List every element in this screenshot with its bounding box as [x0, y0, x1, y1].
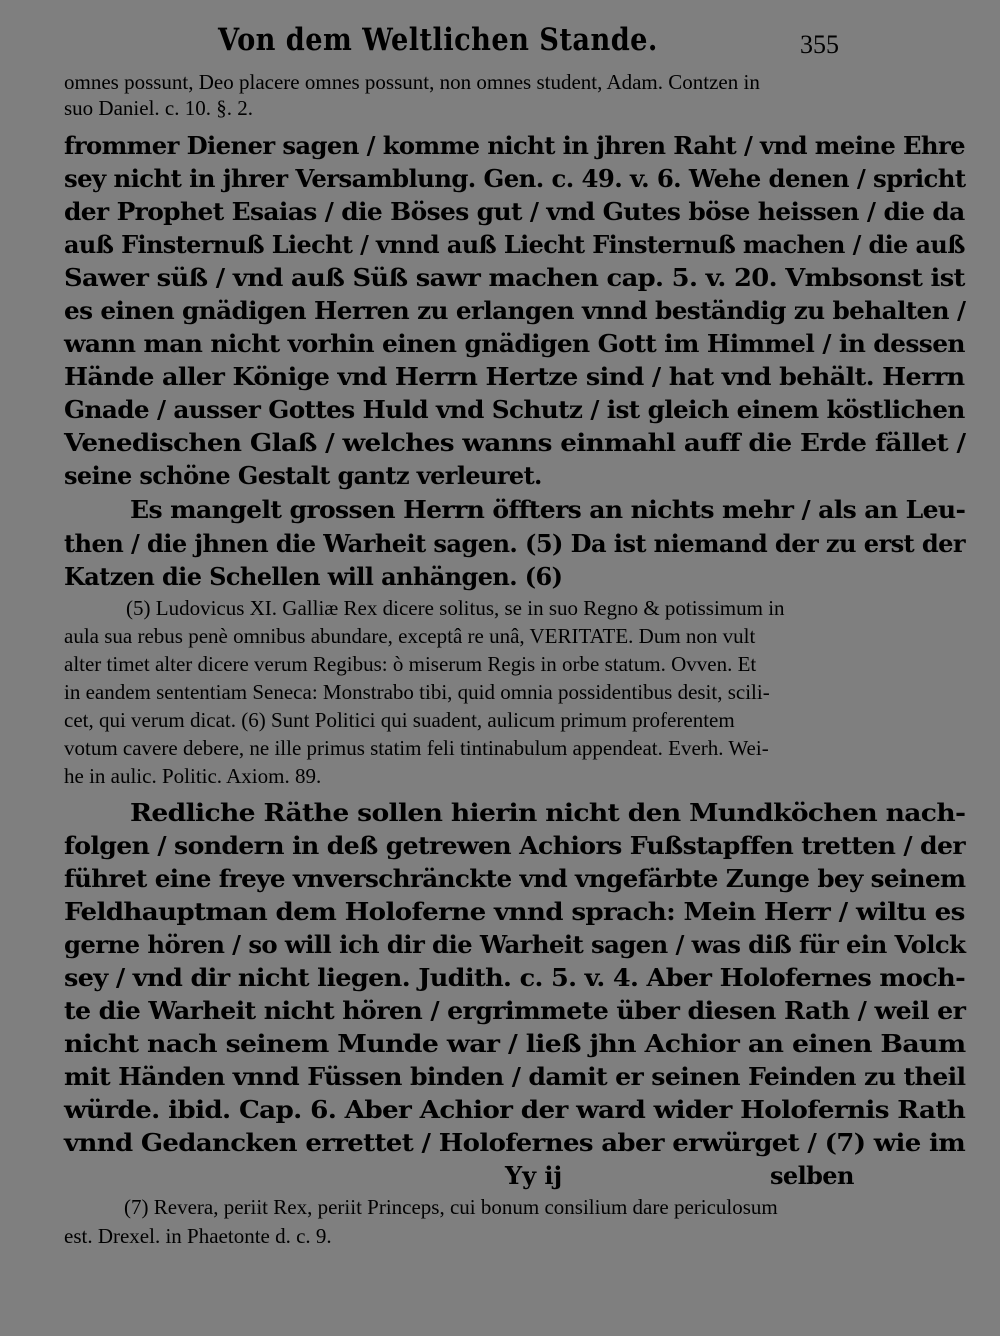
- text-line: Feldhauptman dem Holoferne vnnd sprach: Mein Herr / wiltu es: [64, 897, 965, 926]
- footnote-line: aula sua rebus penè omnibus abundare, exceptâ re unâ, VERITATE. Dum non vult: [64, 624, 756, 648]
- footnote-line: he in aulic. Politic. Axiom. 89.: [64, 764, 322, 788]
- text-line: führet eine freye vnverschränckte vnd vngefärbte Zunge bey seinem: [64, 864, 966, 893]
- text-line: auß Finsternuß Liecht / vnnd auß Liecht Finsternuß machen / die auß: [64, 230, 965, 259]
- text-line: würde. ibid. Cap. 6. Aber Achior der ward wider Holofernis Rath: [64, 1095, 966, 1124]
- text-line: seine schöne Gestalt gantz verleuret.: [64, 461, 542, 490]
- text-line: te die Warheit nicht hören / ergrimmete über diesen Rath / weil er: [64, 996, 966, 1025]
- text-line: then / die jhnen die Warheit sagen. (5) Da ist niemand der zu erst der: [64, 529, 966, 558]
- text-line: Sawer süß / vnd auß Süß sawr machen cap. 5. v. 20. Vmbsonst ist: [64, 263, 965, 292]
- footnote-line: votum cavere debere, ne ille primus statim feli tintinabulum appendeat. Everh. Wei-: [64, 736, 769, 760]
- text-line: Gnade / ausser Gottes Huld vnd Schutz / ist gleich einem köstlichen: [64, 395, 965, 424]
- catchword: selben: [770, 1161, 854, 1190]
- text-line: Venedischen Glaß / welches wanns einmahl auff die Erde fället /: [64, 428, 966, 457]
- text-line: mit Händen vnnd Füssen binden / damit er seinen Feinden zu theil: [64, 1062, 966, 1091]
- text-line: frommer Diener sagen / komme nicht in jhren Raht / vnd meine Ehre: [64, 131, 965, 160]
- signature-mark: Yy ij: [505, 1161, 563, 1190]
- text-line: es einen gnädigen Herren zu erlangen vnnd beständig zu behalten /: [64, 296, 966, 325]
- text-line: gerne hören / so will ich dir die Warheit sagen / was diß für ein Volck: [64, 930, 966, 959]
- text-line: Katzen die Schellen will anhängen. (6): [64, 562, 563, 591]
- text-line: Redliche Räthe sollen hierin nicht den Mundköchen nach-: [130, 798, 966, 827]
- footnote-line: alter timet alter dicere verum Regibus: ò miserum Regis in orbe statum. Ovven. Et: [64, 652, 757, 676]
- text-line: sey / vnd dir nicht liegen. Judith. c. 5. v. 4. Aber Holofernes moch-: [64, 963, 966, 992]
- footnote-line: (7) Revera, periit Rex, periit Princeps, cui bonum consilium dare periculosum: [124, 1195, 778, 1219]
- page-number: 355: [800, 30, 839, 59]
- text-line: vnnd Gedancken errettet / Holofernes aber erwürget / (7) wie im: [64, 1128, 966, 1157]
- footnote-line: cet, qui verum dicat. (6) Sunt Politici qui suadent, aulicum primum proferentem: [64, 708, 735, 732]
- text-line: Hände aller Könige vnd Herrn Hertze sind / hat vnd behält. Herrn: [64, 362, 965, 391]
- text-line: suo Daniel. c. 10. §. 2.: [64, 96, 253, 120]
- text-line: wann man nicht vorhin einen gnädigen Gott im Himmel / in dessen: [64, 329, 965, 358]
- footnote-line: (5) Ludovicus XI. Galliæ Rex dicere solitus, se in suo Regno & potissimum in: [126, 596, 785, 620]
- running-head: Von dem Weltlichen Stande.: [218, 22, 658, 58]
- text-line: folgen / sondern in deß getrewen Achiors Fußstapffen tretten / der: [64, 831, 966, 860]
- footnote-line: est. Drexel. in Phaetonte d. c. 9.: [64, 1224, 332, 1248]
- text-line: nicht nach seinem Munde war / ließ jhn Achior an einen Baum: [64, 1029, 966, 1058]
- text-line: omnes possunt, Deo placere omnes possunt, non omnes student, Adam. Contzen in: [64, 70, 760, 94]
- text-line: Es mangelt grossen Herrn öffters an nichts mehr / als an Leu-: [130, 495, 966, 524]
- footnote-line: in eandem sententiam Seneca: Monstrabo tibi, quid omnia possidentibus desit, scili-: [64, 680, 770, 704]
- text-line: sey nicht in jhrer Versamblung. Gen. c. 49. v. 6. Wehe denen / spricht: [64, 164, 966, 193]
- text-line: der Prophet Esaias / die Böses gut / vnd Gutes böse heissen / die da: [64, 197, 965, 226]
